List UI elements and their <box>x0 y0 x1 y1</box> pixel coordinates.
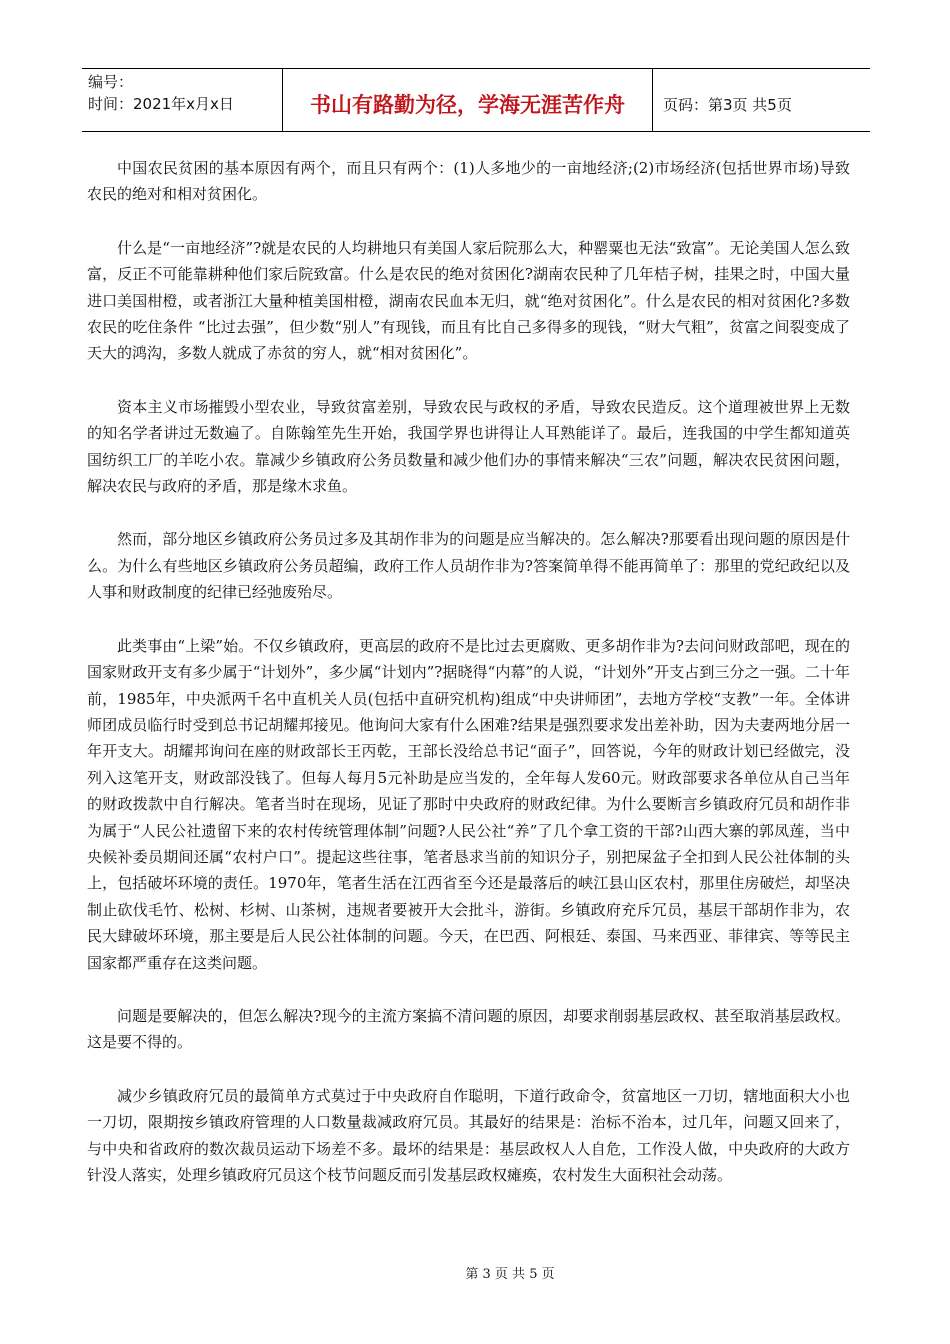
page-header <box>82 68 870 132</box>
header-motto: 书山有路勤为径，学海无涯苦作舟 <box>283 69 653 131</box>
paragraph: 减少乡镇政府冗员的最简单方式莫过于中央政府自作聪明，下道行政命令，贫富地区一刀切，辖地面积大小也一刀切，限期按乡镇政府管理的人口数量裁减政府冗员。其最好的结果是：治标不治本，过几年，问题又回来了，与中央和省政府的数次裁员运动下场差不多。最坏的结果是：基层政权人人自危，工作没人做，中央政府的大政方针没人落实，处理乡镇政府冗员这个枝节问题反而引发基层政权瘫痪，农村发生大面积社会动荡。 <box>87 1086 850 1184</box>
paragraph: 此类事由“上梁”始。不仅乡镇政府，更高层的政府不是比过去更腐败、更多胡作非为?去问问财政部吧，现在的国家财政开支有多少属于“计划外”，多少属“计划内”?据晓得“内幕”的人说，“计划外”开支占到三分之一强。二十年前，1985年，中央派两千名中直机关人员(包括中直研究机构)组成“中央讲师团”，去地方学校“支教”一年。全体讲师团成员临行时受到总书记胡耀邦接见。他询问大家有什么困难?结果是强烈要求发出差补助，因为夫妻两地分居一年开支大。胡耀邦询问在座的财政部长王丙乾，王部长没给总书记“面子”，回答说，今年的财政计划已经做完，没列入这笔开支，财政部没钱了。但每人每月5元补助是应当发的，全年每人发60元。财政部要求各单位从自己当年的财政拨款中自行解决。笔者当时在现场，见证了那时中央政府的财政纪律。为什么要断言乡镇政府冗员和胡作非为属于“人民公社遗留下来的农村传统管理体制”问题?人民公社“养”了几个拿工资的干部?山西大寨的郭凤莲，当中央候补委员期间还属“农村户口”。提起这些往事，笔者恳求当前的知识分子，别把屎盆子全扣到人民公社体制的头上，包括破坏环境的责任。1970年，笔者生活在江西省至今还是最落后的峡江县山区农村，那里住房破烂，却坚决制止砍伐毛竹、松树、杉树、山茶树，违规者要被开大会批斗，游街。乡镇政府充斥冗员，基层干部胡作非为，农民大肆破坏环境，那主要是后人民公社体制的问题。今天，在巴西、阿根廷、泰国、马来西亚、菲律宾、等等民主国家都严重存在这类问题。 <box>87 636 850 972</box>
document-date: 时间：2021年x月x日 <box>88 95 234 113</box>
article-body <box>87 155 850 1215</box>
paragraph: 然而，部分地区乡镇政府公务员过多及其胡作非为的问题是应当解决的。怎么解决?那要看出现问题的原因是什么。为什么有些地区乡镇政府公务员超编，政府工作人员胡作非为?答案简单得不能再简单了：那里的党纪政纪以及人事和财政制度的纪律已经弛废殆尽。 <box>87 530 850 602</box>
paragraph: 中国农民贫困的基本原因有两个，而且只有两个：(1)人多地少的一亩地经济;(2)市场经济(包括世界市场)导致农民的绝对和相对贫困化。 <box>87 159 850 204</box>
paragraph: 什么是“一亩地经济”?就是农民的人均耕地只有美国人家后院那么大，种罂粟也无法“致富”。无论美国人怎么致富，反正不可能靠耕种他们家后院致富。什么是农民的绝对贫困化?湖南农民种了几年桔子树，挂果之时，中国大量进口美国柑橙，或者浙江大量种植美国柑橙，湖南农民血本无归，就“绝对贫困化”。什么是农民的相对贫困化?多数农民的吃住条件 “比过去强”，但少数“别人”有现钱，而且有比自己多得多的现钱，“财大气粗”，贫富之间裂变成了天大的鸿沟，多数人就成了赤贫的穷人，就“相对贫困化”。 <box>87 238 850 363</box>
document-number: 编号： <box>88 73 134 91</box>
paragraph: 问题是要解决的，但怎么解决?现今的主流方案搞不清问题的原因，却要求削弱基层政权、甚至取消基层政权。这是要不得的。 <box>87 1006 850 1052</box>
header-page-number: 页码：第3页 共5页 <box>663 95 792 114</box>
page-footer: 第 3 页 共 5 页 <box>465 1267 555 1282</box>
paragraph: 资本主义市场摧毁小型农业，导致贫富差别，导致农民与政权的矛盾，导致农民造反。这个道理被世界上无数的知名学者讲过无数遍了。自陈翰笙先生开始，我国学界也讲得让人耳熟能详了。最后，连我国的中学生都知道英国纺织工厂的羊吃小农。靠减少乡镇政府公务员数量和减少他们办的事情来解决“三农”问题，解决农民贫困问题，解决农民与政府的矛盾，那是缘木求鱼。 <box>87 397 850 496</box>
header-meta <box>82 69 283 131</box>
